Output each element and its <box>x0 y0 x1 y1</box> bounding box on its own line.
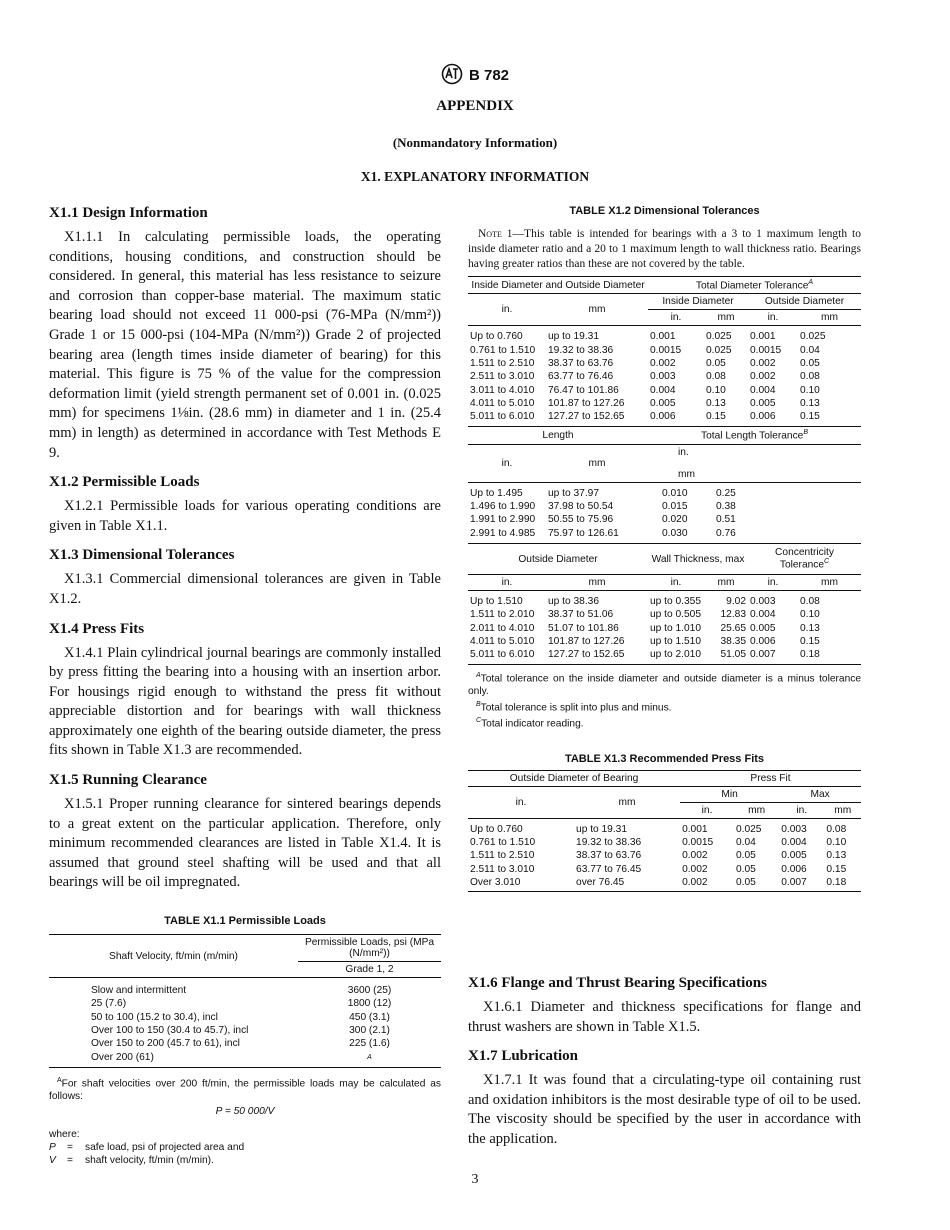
table-cell: 1.511 to 2.510 <box>470 850 535 862</box>
table-cell: 0.13 <box>800 397 820 409</box>
table-cell: up to 19.31 <box>548 331 599 343</box>
table-cell: 0.15 <box>800 635 820 647</box>
table-cell: 0.002 <box>682 850 708 862</box>
unit-header: in.mm <box>648 444 748 482</box>
unit-header: in. <box>748 575 798 591</box>
table-x1-1 <box>49 915 441 1167</box>
table-cell: 0.18 <box>826 876 847 888</box>
formula: P = 50 000/V <box>215 1106 275 1118</box>
table-cell: 0.025 <box>706 344 732 356</box>
unit-header: in. <box>648 310 704 326</box>
table-cell: 0.10 <box>800 384 820 396</box>
section-text: X1.5.1 Proper running clearance for sintered bearings depends to a great extent on the particular application. Therefore, only minimum recommended clearances are listed in Table X1.4. It is assumed that ground steel shafting will be used and that all bearings will be oil impregnated. <box>49 796 441 891</box>
table-cell: Up to 1.510 <box>470 596 523 608</box>
table-cell: 0.003 <box>781 823 807 835</box>
table-cell: 0.006 <box>650 411 676 423</box>
designation: B 782 <box>468 66 510 84</box>
table-cell: 0.025 <box>735 823 762 835</box>
table-cell: 75.97 to 126.61 <box>548 527 619 539</box>
section-title: X1. EXPLANATORY INFORMATION <box>360 169 590 184</box>
table-row <box>49 1024 441 1037</box>
unit-header: mm <box>704 310 748 326</box>
table-row <box>468 595 861 608</box>
table-cell: 0.15 <box>706 411 726 423</box>
table-cell: 19.32 to 38.36 <box>548 344 614 356</box>
table-cell: 0.004 <box>781 837 807 848</box>
unit-header: in. <box>468 575 546 591</box>
table-cell: 3.011 to 4.010 <box>470 384 535 396</box>
table-x1-3 <box>468 770 861 892</box>
unit-header: in. <box>468 444 546 482</box>
table-row <box>49 984 441 997</box>
table-cell: up to 38.36 <box>548 596 599 608</box>
table-cell: 0.15 <box>826 863 847 875</box>
section-heading: X1.3 Dimensional Tolerances <box>49 547 235 564</box>
appendix-title: APPENDIX <box>436 98 514 114</box>
table-row <box>468 500 861 513</box>
unit-header: mm <box>704 575 748 591</box>
table-cell: 1.991 to 2.990 <box>470 514 536 526</box>
astm-logo-icon <box>441 63 463 89</box>
section-heading: X1.6 Flange and Thrust Bearing Specifications <box>468 975 767 991</box>
table-cell: 2.511 to 3.010 <box>470 863 535 875</box>
table-cell: 0.10 <box>826 837 847 848</box>
unit-header: in. <box>680 802 734 818</box>
table-cell: 0.08 <box>706 371 726 383</box>
table-cell: 0.006 <box>750 411 776 423</box>
table-cell: 0.005 <box>650 397 676 409</box>
table-cell: 50.55 to 75.96 <box>548 514 614 526</box>
table-cell: 0.002 <box>650 357 676 369</box>
table-row <box>468 344 861 357</box>
table-caption: TABLE X1.2 Dimensional Tolerances <box>569 205 760 217</box>
table-cell: up to 2.010 <box>650 649 701 661</box>
table-cell: 0.18 <box>800 649 820 661</box>
table-row <box>468 397 861 410</box>
table-cell: Over 150 to 200 (45.7 to 61), incl <box>91 1038 240 1050</box>
table-cell: 1.511 to 2.510 <box>470 357 535 369</box>
unit-header: mm <box>798 310 861 326</box>
table-cell: 0.51 <box>716 514 736 526</box>
table-row <box>468 513 861 526</box>
page-header <box>0 63 950 89</box>
table-cell: 1.511 to 2.010 <box>470 609 535 621</box>
section-x1-5 <box>49 772 441 893</box>
table-cell: 4.011 to 5.010 <box>470 635 535 647</box>
table-cell: 0.761 to 1.510 <box>470 344 536 356</box>
col-header: Inside Diameter <box>648 294 748 310</box>
section-text: X1.3.1 Commercial dimensional tolerances are given in Table X1.2. <box>49 571 441 607</box>
unit-header: mm <box>546 294 648 326</box>
table-cell: 0.10 <box>800 609 820 621</box>
table-cell: 0.003 <box>650 371 676 383</box>
table-footnotes: $^A$Total tolerance on the inside diameter and outside diameter is a minus tolerance only. $^B$Total tolerance is split into plus and minus. $^C$Total indicator reading. <box>468 671 861 730</box>
table-note: Note 1—This table is intended for bearings with a 3 to 1 maximum length to inside diameter ratio and a 20 to 1 maximum length to wall thickness ratio. Bearings having greater ratios than these are not covered by the table. <box>468 228 861 270</box>
table-cell: 0.38 <box>716 501 736 513</box>
table-cell: 0.761 to 1.510 <box>470 837 536 848</box>
table-cell: 0.001 <box>650 331 676 343</box>
table-row <box>468 849 861 862</box>
table-cell: Up to 0.760 <box>470 331 523 343</box>
col-header: Total Diameter Tolerance$^A$ <box>648 277 861 294</box>
table-cell: 37.98 to 50.54 <box>548 501 614 513</box>
table-cell: 25 (7.6) <box>91 998 127 1010</box>
unit-header: in. <box>779 802 824 818</box>
table-cell: 0.025 <box>800 331 826 343</box>
section-heading: X1.7 Lubrication <box>468 1048 579 1065</box>
table-cell: 2.511 to 3.010 <box>470 371 535 383</box>
table-cell: 0.05 <box>735 863 756 875</box>
section-x1-2 <box>49 474 441 536</box>
section-text: X1.6.1 Diameter and thickness specifications for flange and thrust washers are shown in Table X1.5. <box>468 999 861 1035</box>
section-text: X1.4.1 Plain cylindrical journal bearings are commonly installed by press fitting the bearing into a housing with an insertion arbor. For housings rigid enough to withstand the press fit without appreciable distortion and for bearings with wall thickness approximately one eighth of the bearing outside diameter, the press fits shown in Table X1.3 are recommended. <box>49 644 441 759</box>
table-cell: 0.001 <box>750 331 776 343</box>
section-heading: X1.5 Running Clearance <box>49 772 207 789</box>
table-cell: 0.004 <box>750 384 776 396</box>
table-cell: 300 (2.1) <box>349 1024 390 1036</box>
table-cell: 0.13 <box>706 397 726 409</box>
unit-header: in. <box>748 310 798 326</box>
table-cell: 0.13 <box>826 850 847 862</box>
table-cell: 0.0015 <box>750 344 782 356</box>
col-header: Outside Diameter <box>468 544 648 575</box>
col-header: Length <box>468 427 648 444</box>
table-cell: 0.05 <box>706 357 726 369</box>
table-cell: 76.47 to 101.86 <box>548 384 619 396</box>
col-header: Concentricity Tolerance$^C$ <box>748 544 861 575</box>
table-row <box>468 370 861 383</box>
table-cell: 0.010 <box>662 487 688 499</box>
unit-header: mm <box>574 786 680 818</box>
nonmandatory-label: (Nonmandatory Information) <box>392 135 558 150</box>
table-cell: up to 37.97 <box>548 487 599 499</box>
table-row <box>468 622 861 635</box>
col-header: Shaft Velocity, ft/min (m/min) <box>49 935 298 978</box>
unit-header: mm <box>546 444 648 482</box>
section-heading: X1.2 Permissible Loads <box>49 474 200 491</box>
table-cell: 0.002 <box>750 357 776 369</box>
table-cell: 51.07 to 101.86 <box>548 622 619 634</box>
table-cell: 0.002 <box>750 371 776 383</box>
table-cell: 0.04 <box>735 837 756 848</box>
table-cell: 0.005 <box>750 397 776 409</box>
table-cell: 2.011 to 4.010 <box>470 622 535 634</box>
section-text: X1.2.1 Permissible loads for various operating conditions are given in Table X1.1. <box>49 498 441 534</box>
right-column <box>468 205 861 1147</box>
table-cell: 63.77 to 76.45 <box>576 863 642 875</box>
table-cell: 0.15 <box>800 411 820 423</box>
table-cell: 0.0015 <box>650 344 682 356</box>
table-caption: TABLE X1.3 Recommended Press Fits <box>564 752 765 765</box>
table-cell: up to 19.31 <box>576 823 628 835</box>
table-cell: 0.0015 <box>682 837 714 848</box>
table-cell: 1800 (12) <box>347 998 392 1010</box>
table-cell: 0.13 <box>800 622 820 634</box>
table-cell: 0.08 <box>800 596 820 608</box>
table-row <box>49 997 441 1010</box>
page-number: 3 <box>471 1172 479 1187</box>
table-row <box>468 836 861 849</box>
table-cell: 0.05 <box>800 357 820 369</box>
col-header: Permissible Loads, psi (MPa (N/mm²)) <box>298 935 441 962</box>
unit-header: in. <box>468 294 546 326</box>
col-header: Inside Diameter and Outside Diameter <box>468 277 648 294</box>
table-row <box>468 330 861 343</box>
table-cell: 1.496 to 1.990 <box>470 501 536 513</box>
unit-header: mm <box>734 802 779 818</box>
table-cell: up to 1.510 <box>650 635 701 647</box>
table-row <box>468 863 861 876</box>
col-subheader: Grade 1, 2 <box>298 962 441 978</box>
table-cell: 0.002 <box>682 876 708 888</box>
table-cell: up to 0.505 <box>650 609 701 621</box>
section-text: X1.7.1 It was found that a circulating-type oil containing rust and oxidation inhibitors is the most desirable type of oil to be used. The viscosity should be specified by the user in accordance with the application. <box>468 1072 861 1147</box>
table-cell: 38.37 to 63.76 <box>548 357 614 369</box>
table-cell: 0.002 <box>682 863 708 875</box>
table-x1-2 <box>468 276 861 665</box>
table-cell: 50 to 100 (15.2 to 30.4), incl <box>91 1011 218 1023</box>
col-header: Outside Diameter <box>748 294 861 310</box>
table-cell: 0.006 <box>750 635 776 647</box>
section-x1-4 <box>49 621 441 762</box>
table-cell: 3600 (25) <box>347 985 392 997</box>
table-cell: 0.030 <box>662 527 688 539</box>
col-header: Wall Thickness, max <box>648 544 748 575</box>
table-cell: 0.08 <box>826 823 847 835</box>
table-cell: 0.25 <box>716 487 736 499</box>
col-header: Total Length Tolerance$^B$ <box>648 427 861 444</box>
unit-header: mm <box>546 575 648 591</box>
definition-line: P = safe load, psi of projected area and <box>49 1142 245 1154</box>
table-cell: 0.001 <box>682 823 708 835</box>
table-cell: 9.02 <box>726 596 746 608</box>
table-cell: 0.025 <box>706 331 732 343</box>
table-cell: 225 (1.6) <box>349 1038 390 1050</box>
table-cell: 0.05 <box>735 850 756 862</box>
table-cell: 38.35 <box>720 635 746 647</box>
table-row <box>468 357 861 370</box>
table-row <box>49 1051 441 1064</box>
table-row <box>468 823 861 836</box>
col-header: Press Fit <box>680 770 861 786</box>
table-cell: 4.011 to 5.010 <box>470 397 535 409</box>
table-caption: TABLE X1.1 Permissible Loads <box>164 915 326 928</box>
table-row <box>468 384 861 397</box>
table-cell: 0.015 <box>662 501 688 513</box>
unit-header: mm <box>798 575 861 591</box>
table-cell: 38.37 to 51.06 <box>548 609 614 621</box>
col-header: Outside Diameter of Bearing <box>468 770 680 786</box>
table-cell: 0.007 <box>750 649 776 661</box>
table-cell: 0.04 <box>800 344 820 356</box>
table-cell: Up to 1.495 <box>470 487 523 499</box>
table-cell: 5.011 to 6.010 <box>470 411 535 423</box>
table-cell: 0.007 <box>781 876 807 888</box>
table-cell: 127.27 to 152.65 <box>548 649 625 661</box>
section-heading: X1.4 Press Fits <box>49 620 145 637</box>
section-x1-6 <box>468 975 861 1037</box>
table-cell: Over 100 to 150 (30.4 to 45.7), incl <box>91 1024 249 1036</box>
table-cell: 25.65 <box>720 622 746 634</box>
table-cell: 101.87 to 127.26 <box>548 397 625 409</box>
unit-header: in. <box>648 575 704 591</box>
table-cell: 0.005 <box>750 622 776 634</box>
table-cell: 0.005 <box>781 850 807 862</box>
table-cell: up to 1.010 <box>650 622 701 634</box>
table-row <box>49 1037 441 1050</box>
table-row <box>468 648 861 661</box>
left-column <box>49 205 441 1167</box>
table-cell: 0.08 <box>800 371 820 383</box>
table-cell: 101.87 to 127.26 <box>548 635 625 647</box>
section-x1-7 <box>468 1048 861 1149</box>
table-cell: 0.05 <box>735 876 756 888</box>
table-cell: over 76.45 <box>576 876 625 888</box>
table-cell: Over 200 (61) <box>91 1051 154 1063</box>
table-cell: 63.77 to 76.46 <box>548 371 614 383</box>
table-cell: 0.76 <box>716 527 736 539</box>
table-cell: 12.83 <box>720 609 746 621</box>
section-x1-3 <box>49 547 441 609</box>
where-label: where: <box>49 1129 80 1141</box>
table-cell: 0.004 <box>750 609 776 621</box>
table-cell: 2.991 to 4.985 <box>470 527 536 539</box>
table-cell: 0.004 <box>650 384 676 396</box>
table-cell: 127.27 to 152.65 <box>548 411 625 423</box>
unit-header: mm <box>824 802 861 818</box>
table-cell: up to 0.355 <box>650 596 701 608</box>
table-cell: 38.37 to 63.76 <box>576 850 642 862</box>
table-row <box>468 635 861 648</box>
section-heading: X1.1 Design Information <box>49 205 208 221</box>
unit-header: in. <box>468 786 574 818</box>
table-row <box>468 608 861 621</box>
table-cell: 51.05 <box>720 649 746 661</box>
col-header: Max <box>779 786 861 802</box>
table-cell: 0.020 <box>662 514 688 526</box>
table-row <box>468 487 861 500</box>
table-cell: Over 3.010 <box>470 876 521 888</box>
definition-line: V = shaft velocity, ft/min (m/min). <box>49 1155 214 1167</box>
table-cell: A <box>367 1053 372 1061</box>
table-cell: 19.32 to 38.36 <box>576 837 642 848</box>
table-row <box>49 1011 441 1024</box>
table-cell: 0.003 <box>750 596 776 608</box>
table-cell: Up to 0.760 <box>470 823 523 835</box>
table-cell: 450 (3.1) <box>349 1011 390 1023</box>
table-cell: 0.006 <box>781 863 807 875</box>
col-header: Min <box>680 786 779 802</box>
table-row <box>468 876 861 889</box>
table-row <box>468 527 861 540</box>
table-footnote: $^A$For shaft velocities over 200 ft/min, the permissible loads may be calculated as follows: P = 50 000/V where: P = safe load, psi of projected area and V = shaft velocity, ft/min (m/min). <box>49 1076 441 1167</box>
section-x1-1 <box>49 205 441 463</box>
table-row <box>468 410 861 423</box>
section-text: X1.1.1 In calculating permissible loads, the operating conditions, housing conditions, and construction should be considered. In general, this material has less resistance to seizure and corrosion than copper-base material. The maximum static bearing load should not exceed 11 000-psi (76-MPa (N/mm²)) Grade 1 or 15 000-psi (104-MPa (N/mm²)) Grade 2 of projected bearing area (length times inside diameter of bearing) for this material. This figure is 75 % of the value for the compression deformation limit (yield strength permanent set of 0.001 in. (0.025 mm) for specimens 1⅛in. (28.6 mm) in diameter and 1 in. (25.4 mm) in length) as determined in accordance with Test Methods E 9. <box>49 229 441 461</box>
table-cell: Slow and intermittent <box>91 985 187 997</box>
table-cell: 0.10 <box>706 384 726 396</box>
table-cell: 5.011 to 6.010 <box>470 649 535 661</box>
